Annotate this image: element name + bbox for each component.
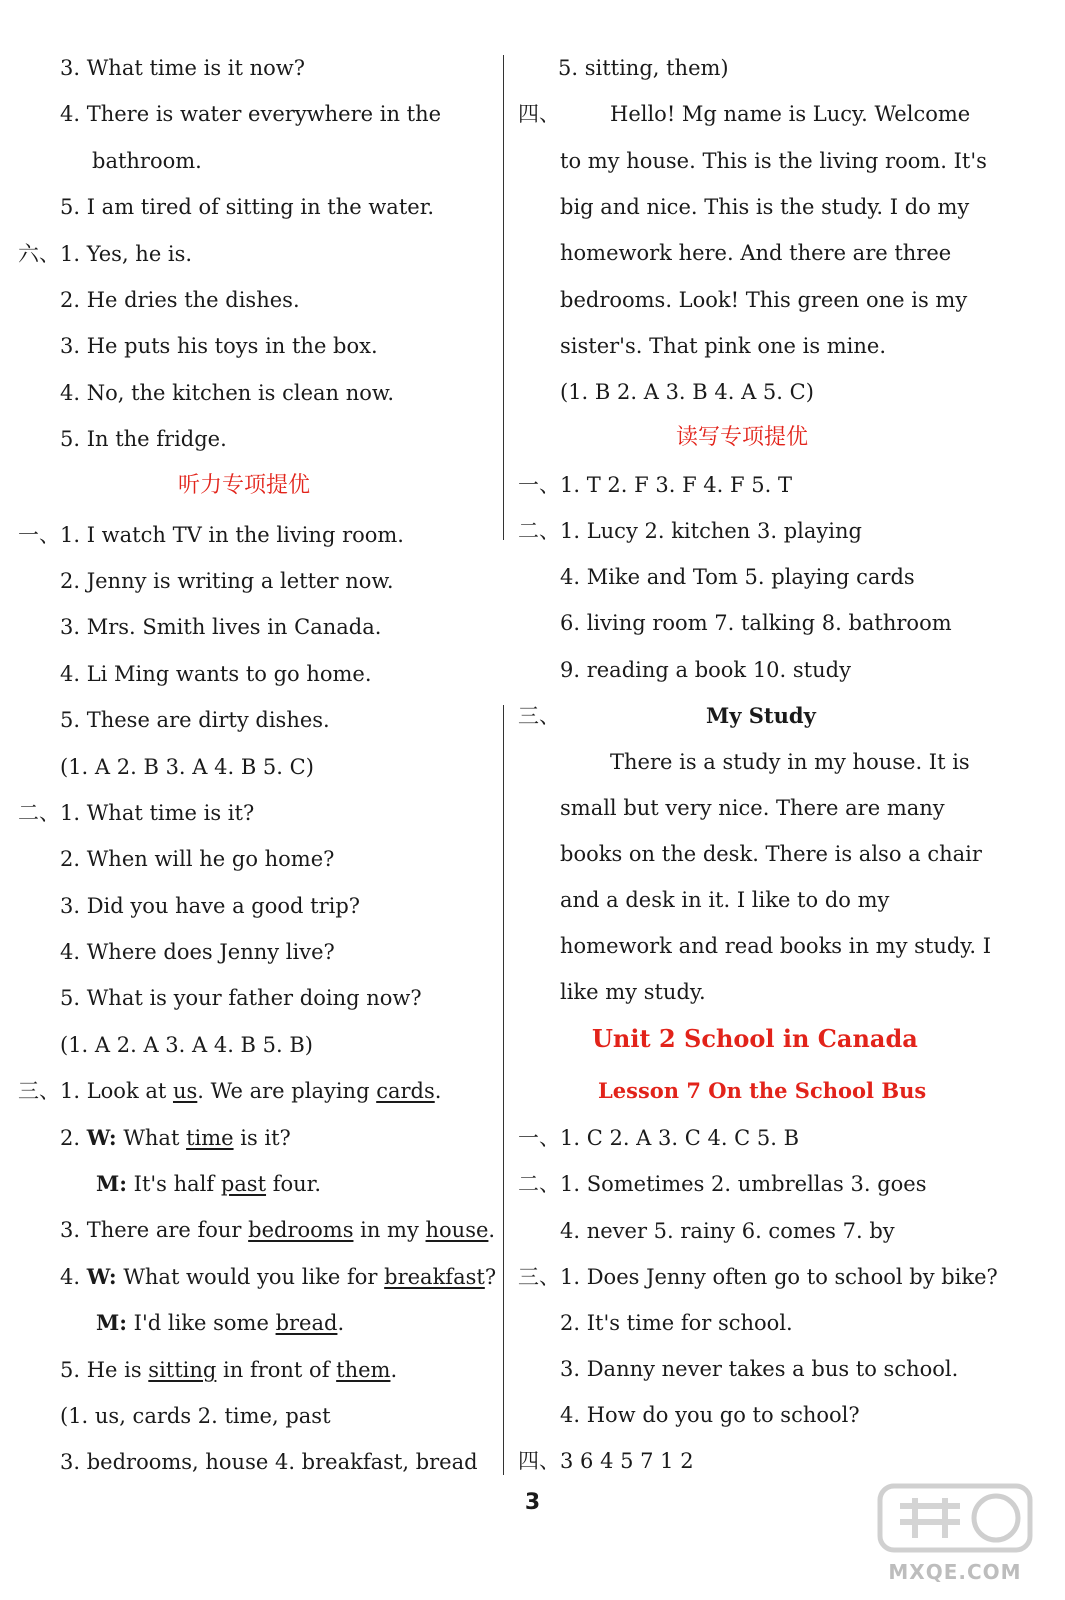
section-marker: 三、 bbox=[518, 704, 560, 728]
answer-line: 5. In the fridge. bbox=[60, 427, 227, 451]
section-marker: 一、 bbox=[518, 473, 560, 497]
passage-line: big and nice. This is the study. I do my bbox=[560, 195, 970, 219]
underlined-word: them bbox=[336, 1358, 391, 1382]
text: . bbox=[390, 1358, 398, 1382]
answer-line: 6. living room 7. talking 8. bathroom bbox=[560, 611, 952, 635]
text: 4. bbox=[60, 1265, 87, 1289]
watermark-logo bbox=[870, 1478, 1040, 1588]
text: 3. There are four bbox=[60, 1218, 249, 1242]
essay-line: small but very nice. There are many bbox=[560, 796, 945, 820]
answer-line: 4. How do you go to school? bbox=[560, 1403, 860, 1427]
answer-line: 3. Did you have a good trip? bbox=[60, 894, 361, 918]
section-title-reading-writing: 读写专项提优 bbox=[676, 425, 809, 450]
text: 2. bbox=[60, 1126, 87, 1150]
section-marker: 一、 bbox=[518, 1126, 560, 1150]
underlined-word: time bbox=[186, 1126, 234, 1150]
section-marker: 一、 bbox=[18, 523, 60, 547]
answer-line: 1. I watch TV in the living room. bbox=[60, 523, 404, 547]
answer-line: 4. Mike and Tom 5. playing cards bbox=[560, 565, 915, 589]
text: It's half bbox=[127, 1172, 221, 1196]
answer-line: 3. Danny never takes a bus to school. bbox=[560, 1357, 959, 1381]
section-marker: 二、 bbox=[518, 519, 560, 543]
answer-line bbox=[60, 1123, 291, 1153]
text: in my bbox=[353, 1218, 426, 1242]
answer-line: 5. What is your father doing now? bbox=[60, 986, 422, 1010]
section-marker: 三、 bbox=[518, 1265, 560, 1289]
section-marker: 六、 bbox=[18, 242, 60, 266]
section-marker: 二、 bbox=[18, 801, 60, 825]
answer-line: 9. reading a book 10. study bbox=[560, 658, 851, 682]
answer-line: 3 6 4 5 7 1 2 bbox=[560, 1449, 694, 1473]
underlined-word: us bbox=[172, 1079, 198, 1103]
answer-line: 1. Yes, he is. bbox=[60, 242, 193, 266]
answer-line: 2. He dries the dishes. bbox=[60, 288, 300, 312]
speaker-label: W: bbox=[86, 1264, 117, 1289]
speaker-label: M: bbox=[96, 1171, 127, 1196]
text: . bbox=[337, 1311, 345, 1335]
passage-line: bedrooms. Look! This green one is my bbox=[560, 288, 968, 312]
answer-key: (1. B 2. A 3. B 4. A 5. C) bbox=[560, 380, 814, 404]
answer-line: 1. T 2. F 3. F 4. F 5. T bbox=[560, 473, 792, 497]
answer-line: 1. What time is it? bbox=[60, 801, 255, 825]
answer-key: (1. us, cards 2. time, past bbox=[60, 1404, 331, 1428]
underlined-word: breakfast bbox=[384, 1265, 485, 1289]
text: . bbox=[488, 1218, 496, 1242]
essay-line: There is a study in my house. It is bbox=[610, 750, 970, 774]
answer-line: 1. Does Jenny often go to school by bike? bbox=[560, 1265, 998, 1289]
text: . We are playing bbox=[197, 1079, 377, 1103]
answer-line: 4. Li Ming wants to go home. bbox=[60, 662, 372, 686]
answer-line bbox=[60, 1262, 496, 1292]
text: ? bbox=[484, 1265, 497, 1289]
text: in front of bbox=[216, 1358, 337, 1382]
text: is it? bbox=[233, 1126, 291, 1150]
watermark-text: MXQE.COM bbox=[888, 1560, 1022, 1584]
speaker-label: M: bbox=[96, 1310, 127, 1335]
answer-line: 5. sitting, them) bbox=[558, 56, 729, 80]
essay-line: books on the desk. There is also a chair bbox=[560, 842, 982, 866]
answer-line bbox=[96, 1169, 321, 1199]
answer-line: 5. I am tired of sitting in the water. bbox=[60, 195, 435, 219]
underlined-word: house bbox=[425, 1218, 489, 1242]
section-marker: 四、 bbox=[518, 102, 560, 126]
column-divider bbox=[503, 705, 504, 1475]
page-number: 3 bbox=[524, 1490, 541, 1515]
answer-line: bathroom. bbox=[92, 149, 202, 173]
underlined-word: bread bbox=[275, 1311, 338, 1335]
speaker-label: W: bbox=[86, 1125, 117, 1150]
watermark-icon bbox=[870, 1478, 1040, 1558]
answer-line bbox=[96, 1308, 344, 1338]
essay-line: like my study. bbox=[560, 980, 706, 1004]
answer-line: 1. C 2. A 3. C 4. C 5. B bbox=[560, 1126, 800, 1150]
passage-line: sister's. That pink one is mine. bbox=[560, 334, 887, 358]
section-marker: 二、 bbox=[518, 1172, 560, 1196]
text: four. bbox=[266, 1172, 322, 1196]
answer-line: 3. What time is it now? bbox=[60, 56, 306, 80]
underlined-word: past bbox=[220, 1172, 267, 1196]
answer-line: 3. He puts his toys in the box. bbox=[60, 334, 378, 358]
text: What bbox=[116, 1126, 187, 1150]
passage-line: to my house. This is the living room. It's bbox=[560, 149, 987, 173]
answer-line: 4. never 5. rainy 6. comes 7. by bbox=[560, 1219, 895, 1243]
section-title-listening: 听力专项提优 bbox=[178, 473, 311, 498]
answer-key: 3. bedrooms, house 4. breakfast, bread bbox=[60, 1450, 478, 1474]
underlined-word: sitting bbox=[148, 1358, 217, 1382]
text: 1. Look at bbox=[60, 1079, 173, 1103]
answer-line: 4. Where does Jenny live? bbox=[60, 940, 335, 964]
underlined-word: cards bbox=[376, 1079, 435, 1103]
text: I'd like some bbox=[127, 1311, 276, 1335]
answer-line bbox=[60, 1215, 495, 1245]
answer-line: 4. No, the kitchen is clean now. bbox=[60, 381, 395, 405]
answer-key: (1. A 2. B 3. A 4. B 5. C) bbox=[60, 755, 314, 779]
lesson-title: Lesson 7 On the School Bus bbox=[598, 1078, 927, 1103]
answer-line: 2. When will he go home? bbox=[60, 847, 335, 871]
underlined-word: bedrooms bbox=[248, 1218, 354, 1242]
answer-line bbox=[60, 1076, 441, 1106]
essay-line: homework and read books in my study. I bbox=[560, 934, 992, 958]
answer-line: 1. Sometimes 2. umbrellas 3. goes bbox=[560, 1172, 927, 1196]
answer-line bbox=[60, 1355, 397, 1385]
answer-line: 4. There is water everywhere in the bbox=[60, 102, 442, 126]
answer-line: 2. It's time for school. bbox=[560, 1311, 793, 1335]
essay-title: My Study bbox=[706, 703, 816, 728]
column-divider bbox=[503, 55, 504, 540]
answer-line: 5. These are dirty dishes. bbox=[60, 708, 330, 732]
answer-line: 3. Mrs. Smith lives in Canada. bbox=[60, 615, 382, 639]
answer-line: 2. Jenny is writing a letter now. bbox=[60, 569, 394, 593]
section-marker: 三、 bbox=[18, 1079, 60, 1103]
text: . bbox=[434, 1079, 442, 1103]
text: 5. He is bbox=[60, 1358, 149, 1382]
section-marker: 四、 bbox=[518, 1449, 560, 1473]
passage-line: Hello! Mg name is Lucy. Welcome bbox=[610, 102, 971, 126]
passage-line: homework here. And there are three bbox=[560, 241, 952, 265]
answer-line: 1. Lucy 2. kitchen 3. playing bbox=[560, 519, 862, 543]
answer-key: (1. A 2. A 3. A 4. B 5. B) bbox=[60, 1033, 314, 1057]
text: What would you like for bbox=[116, 1265, 385, 1289]
essay-line: and a desk in it. I like to do my bbox=[560, 888, 890, 912]
unit-title: Unit 2 School in Canada bbox=[592, 1024, 918, 1053]
